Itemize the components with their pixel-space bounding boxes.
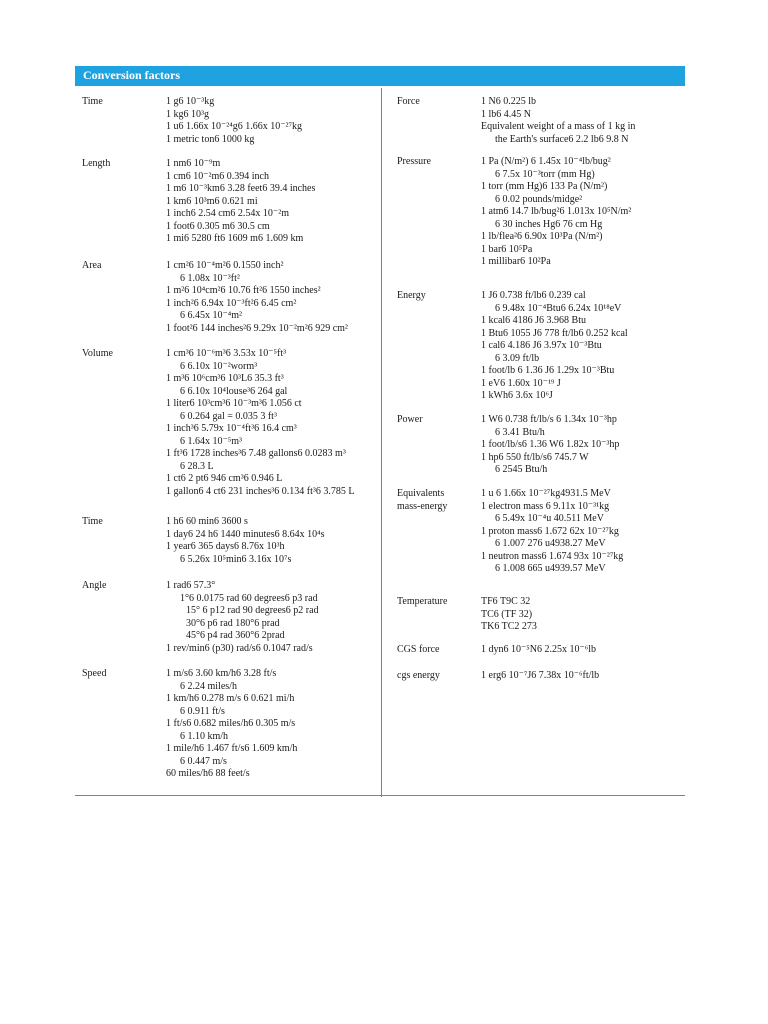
conversion-line: 1 cal6 4.186 J6 3.97x 10⁻³Btu — [481, 340, 602, 351]
section-lines — [166, 96, 377, 146]
conversion-line: 6 0.264 gal = 0.035 3 ft³ — [180, 410, 277, 422]
section-lines — [481, 96, 682, 146]
conversion-section — [397, 644, 682, 657]
conversion-line: 30°6 p6 rad 180°6 prad — [186, 617, 280, 629]
conversion-line: 1 m6 10⁻³km6 3.28 feet6 39.4 inches — [166, 183, 316, 194]
section-label: Speed — [82, 668, 107, 679]
conversion-section — [397, 96, 682, 146]
conversion-section — [82, 260, 377, 335]
conversion-line: 1 neutron mass6 1.674 93x 10⁻²⁷kg — [481, 550, 624, 562]
conversion-line: 1 rev/min6 (p30) rad/s6 0.1047 rad/s — [166, 642, 313, 654]
conversion-line: 6 1.64x 10⁻⁵m³ — [180, 435, 243, 447]
conversion-line: 6 5.26x 10⁵min6 3.16x 10⁷s — [180, 553, 292, 565]
section-lines — [481, 414, 682, 477]
conversion-line: 6 1.007 276 u4938.27 MeV — [495, 538, 606, 549]
conversion-line: 1 N6 0.225 lb — [481, 96, 536, 107]
conversion-line: 1 atm6 14.7 lb/bug²6 1.013x 10⁵N/m² — [481, 206, 632, 217]
section-label: Angle — [82, 580, 107, 591]
conversion-line: the Earth's surface6 2.2 lb6 9.8 N — [495, 133, 629, 145]
conversion-line: TC6 (TF 32) — [481, 608, 533, 620]
conversion-section — [397, 670, 682, 683]
conversion-line: TF6 T9C 32 — [481, 596, 531, 607]
conversion-line: 1 proton mass6 1.672 62x 10⁻²⁷kg — [481, 525, 619, 537]
conversion-section — [397, 156, 682, 269]
conversion-line: 6 6.10x 10⁴louse³6 264 gal — [180, 385, 288, 397]
conversion-line: 1 day6 24 h6 1440 minutes6 8.64x 10⁴s — [166, 528, 325, 540]
conversion-line: 1 kWh6 3.6x 10⁶J — [481, 390, 553, 401]
conversion-line: 1 liter6 10³cm³6 10⁻³m³6 1.056 ct — [166, 398, 302, 409]
conversion-line: 6 1.10 km/h — [180, 730, 229, 742]
conversion-line: TK6 TC2 273 — [481, 621, 537, 632]
conversion-line: 1 mile/h6 1.467 ft/s6 1.609 km/h — [166, 743, 298, 754]
conversion-line: 1 torr (mm Hg)6 133 Pa (N/m²) — [481, 181, 608, 192]
conversion-section — [397, 488, 682, 576]
conversion-line: 1 kcal6 4186 J6 3.968 Btu — [481, 315, 586, 326]
conversion-line: 1 ft/s6 0.682 miles/h6 0.305 m/s — [166, 718, 296, 729]
conversion-line: 1 inch³6 5.79x 10⁻⁴ft³6 16.4 cm³ — [166, 423, 297, 434]
section-label: Pressure — [397, 156, 431, 167]
conversion-line: 1 cm²6 10⁻⁴m²6 0.1550 inch² — [166, 260, 284, 271]
section-label: CGS force — [397, 644, 440, 655]
conversion-section — [397, 414, 682, 477]
section-lines — [166, 516, 377, 566]
conversion-line: 1 u 6 1.66x 10⁻²⁷kg4931.5 MeV — [481, 488, 611, 499]
section-lines — [166, 668, 377, 781]
section-label: Area — [82, 260, 102, 271]
section-lines — [481, 290, 682, 403]
conversion-line: 6 1.008 665 u4939.57 MeV — [495, 563, 606, 574]
conversion-line: 1 g6 10⁻³kg — [166, 96, 215, 107]
section-lines — [166, 580, 377, 655]
conversion-line: 1 metric ton6 1000 kg — [166, 133, 255, 145]
conversion-line: 1 millibar6 10²Pa — [481, 256, 551, 267]
section-lines — [481, 670, 682, 683]
page-title: Conversion factors — [83, 68, 180, 82]
conversion-line: 6 1.08x 10⁻³ft² — [180, 272, 240, 284]
conversion-section — [82, 580, 377, 655]
conversion-line: 1 J6 0.738 ft/lb6 0.239 cal — [481, 290, 586, 301]
conversion-section — [82, 158, 377, 246]
conversion-line: 6 3.09 ft/lb — [495, 352, 540, 364]
conversion-line: 1 Pa (N/m²) 6 1.45x 10⁻⁴lb/bug² — [481, 156, 611, 167]
conversion-line: 1 W6 0.738 ft/lb/s 6 1.34x 10⁻³hp — [481, 414, 617, 425]
conversion-line: 6 5.49x 10⁻⁴u 40.511 MeV — [495, 513, 604, 524]
column-divider — [381, 88, 382, 797]
conversion-line: 1 dyn6 10⁻⁵N6 2.25x 10⁻⁶lb — [481, 644, 597, 655]
conversion-line: 1°6 0.0175 rad 60 degrees6 p3 rad — [180, 592, 318, 604]
section-lines — [166, 260, 377, 335]
section-lines — [166, 158, 377, 246]
conversion-line: 1 cm³6 10⁻⁶m³6 3.53x 10⁻⁵ft³ — [166, 348, 287, 359]
conversion-line: 6 7.5x 10⁻³torr (mm Hg) — [495, 168, 595, 180]
conversion-line: 6 2.24 miles/h — [180, 680, 237, 692]
conversion-line: 6 6.45x 10⁻⁴m² — [180, 310, 243, 321]
section-lines — [481, 596, 682, 634]
conversion-line: 1 nm6 10⁻⁹m — [166, 158, 221, 169]
conversion-line: 1 inch6 2.54 cm6 2.54x 10⁻²m — [166, 208, 289, 219]
conversion-line: 6 9.48x 10⁻⁴Btu6 6.24x 10¹⁸eV — [495, 302, 622, 314]
section-label: Length — [82, 158, 111, 169]
conversion-line: 1 rad6 57.3° — [166, 580, 216, 591]
conversion-section — [82, 96, 377, 146]
conversion-line: Equivalent weight of a mass of 1 kg in — [481, 121, 636, 132]
conversion-section — [82, 348, 377, 498]
conversion-line: 6 3.41 Btu/h — [495, 426, 545, 438]
conversion-line: 1 u6 1.66x 10⁻²⁴g6 1.66x 10⁻²⁷kg — [166, 121, 303, 132]
section-lines — [481, 644, 682, 657]
conversion-section — [82, 668, 377, 781]
conversion-line: 1 bar6 10⁵Pa — [481, 243, 533, 255]
conversion-line: 1 year6 365 days6 8.76x 10³h — [166, 541, 285, 552]
conversion-line: 1 mi6 5280 ft6 1609 m6 1.609 km — [166, 233, 304, 244]
conversion-line: 6 28.3 L — [180, 460, 214, 472]
conversion-line: 1 Btu6 1055 J6 778 ft/lb6 0.252 kcal — [481, 327, 628, 339]
conversion-line: 1 foot²6 144 inches²6 9.29x 10⁻²m²6 929 cm² — [166, 322, 348, 334]
conversion-line: 1 km/h6 0.278 m/s 6 0.621 mi/h — [166, 693, 295, 704]
section-label: Force — [397, 96, 420, 107]
conversion-section — [82, 516, 377, 566]
conversion-line: 45°6 p4 rad 360°6 2prad — [186, 630, 285, 641]
title-bar — [75, 66, 685, 86]
conversion-line: 1 ct6 2 pt6 946 cm³6 0.946 L — [166, 473, 283, 484]
conversion-line: 1 m²6 10⁴cm²6 10.76 ft²6 1550 inches² — [166, 285, 321, 296]
conversion-line: 6 30 inches Hg6 76 cm Hg — [495, 218, 603, 230]
conversion-line: 1 lb6 4.45 N — [481, 108, 531, 120]
conversion-line: 6 0.02 pounds/midge² — [495, 193, 583, 205]
conversion-line: 1 km6 10³m6 0.621 mi — [166, 195, 258, 207]
conversion-line: 1 lb/flea²6 6.90x 10³Pa (N/m²) — [481, 231, 603, 242]
section-lines — [481, 156, 682, 269]
section-label: Time — [82, 516, 103, 527]
conversion-line: 1 h6 60 min6 3600 s — [166, 516, 248, 527]
bottom-rule — [75, 795, 685, 796]
conversion-section — [397, 290, 682, 403]
conversion-line: 6 0.447 m/s — [180, 755, 227, 767]
conversion-line: 1 erg6 10⁻⁷J6 7.38x 10⁻⁶ft/lb — [481, 670, 600, 681]
conversion-line: 1 kg6 10³g — [166, 108, 209, 120]
section-lines — [166, 348, 377, 498]
conversion-line: 60 miles/h6 88 feet/s — [166, 768, 250, 779]
section-label: cgs energy — [397, 670, 440, 681]
conversion-section — [397, 596, 682, 634]
conversion-line: 1 cm6 10⁻²m6 0.394 inch — [166, 170, 269, 182]
section-label: Energy — [397, 290, 426, 301]
conversion-line: 1 m³6 10⁶cm³6 10³L6 35.3 ft³ — [166, 373, 284, 384]
conversion-line: 1 gallon6 4 ct6 231 inches³6 0.134 ft³6 3.785 L — [166, 485, 355, 497]
conversion-line: 1 m/s6 3.60 km/h6 3.28 ft/s — [166, 668, 277, 679]
conversion-line: 1 inch²6 6.94x 10⁻³ft²6 6.45 cm² — [166, 297, 297, 309]
conversion-line: 1 ft³6 1728 inches³6 7.48 gallons6 0.0283 m³ — [166, 448, 346, 459]
section-label: Time — [82, 96, 103, 107]
section-label: Temperature — [397, 596, 448, 607]
conversion-line: 1 hp6 550 ft/lb/s6 745.7 W — [481, 451, 589, 463]
conversion-line: 1 electron mass 6 9.11x 10⁻³¹kg — [481, 500, 610, 512]
conversion-line: 15° 6 p12 rad 90 degrees6 p2 rad — [186, 605, 319, 616]
conversion-line: 6 6.10x 10⁻²worm³ — [180, 360, 258, 372]
section-lines — [481, 488, 682, 576]
conversion-line: 1 eV6 1.60x 10⁻¹⁹ J — [481, 377, 561, 389]
conversion-line: 6 2545 Btu/h — [495, 464, 548, 475]
section-label: Volume — [82, 348, 113, 359]
conversion-line: 1 foot/lb/s6 1.36 W6 1.82x 10⁻³hp — [481, 439, 620, 450]
conversion-line: 1 foot6 0.305 m6 30.5 cm — [166, 220, 270, 232]
section-label: Equivalents mass-energy — [397, 488, 448, 512]
section-label: Power — [397, 414, 423, 425]
conversion-line: 6 0.911 ft/s — [180, 705, 225, 717]
conversion-line: 1 foot/lb 6 1.36 J6 1.29x 10⁻³Btu — [481, 365, 615, 376]
